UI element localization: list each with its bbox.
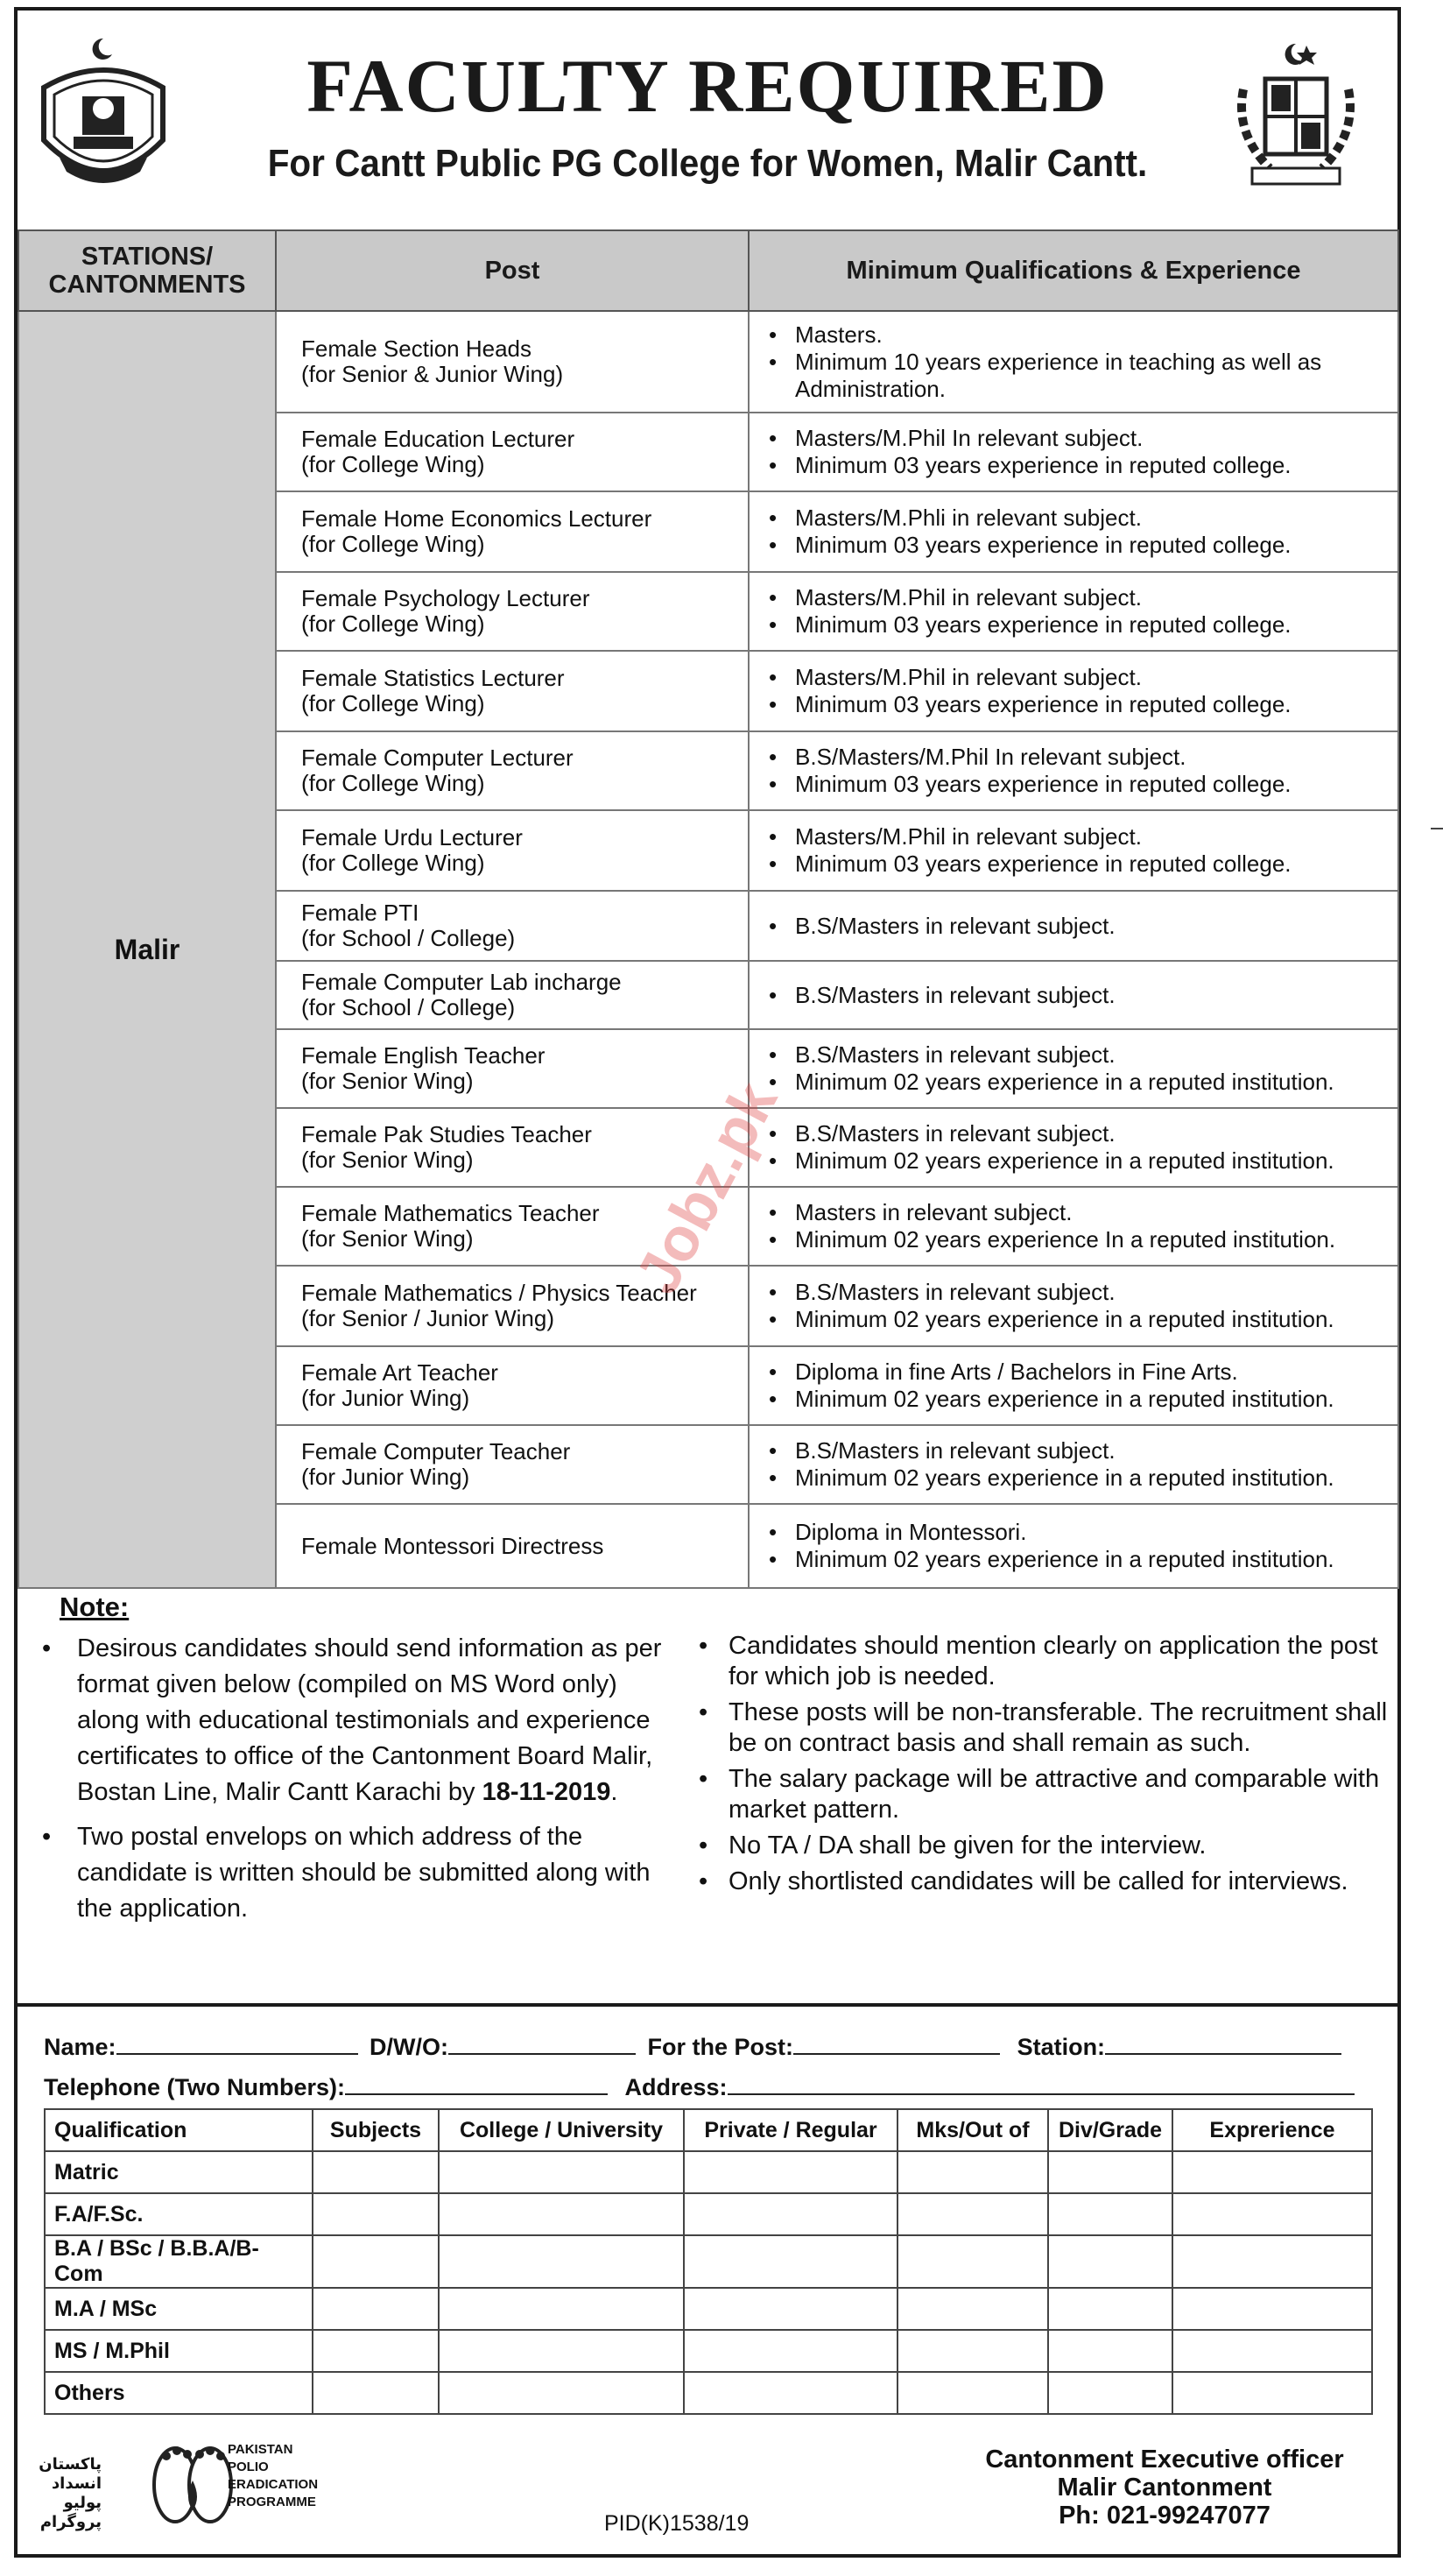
qualification-item: • Masters in relevant subject.	[769, 1199, 1397, 1226]
education-header-row	[45, 2109, 1372, 2151]
post-wing: (for College Wing)	[301, 770, 485, 796]
education-entry-cell[interactable]	[1172, 2151, 1372, 2193]
qualification-item: • B.S/Masters/M.Phil In relevant subject.	[769, 744, 1397, 771]
name-field[interactable]	[116, 2034, 358, 2055]
watermark: Jobz.pk	[622, 1070, 791, 1305]
post-title: Female Computer Lab incharge	[301, 969, 622, 995]
qualification-item: • Masters/M.Phil in relevant subject.	[769, 664, 1397, 691]
post-wing: (for School / College)	[301, 994, 516, 1020]
table-row	[18, 311, 1398, 413]
post-cell	[276, 810, 749, 891]
qualification-list	[769, 744, 1397, 798]
qualification-cell	[749, 1346, 1398, 1425]
education-entry-cell[interactable]	[313, 2151, 439, 2193]
post-cell	[276, 1425, 749, 1504]
qualification-item: • Minimum 03 years experience in reputed college.	[769, 850, 1397, 878]
education-entry-cell[interactable]	[1048, 2372, 1172, 2414]
education-entry-cell[interactable]	[1172, 2235, 1372, 2288]
education-entry-cell[interactable]	[313, 2235, 439, 2288]
post-cell	[276, 491, 749, 572]
qualification-list	[769, 321, 1397, 403]
education-entry-cell[interactable]	[897, 2193, 1048, 2235]
note-item: • Only shortlisted candidates will be called for interviews.	[692, 1867, 1392, 1897]
education-column-header: Div/Grade	[1048, 2109, 1172, 2151]
form-row-telephone	[44, 2074, 1355, 2101]
post-wing: (for Junior Wing)	[301, 1385, 470, 1411]
education-entry-cell[interactable]	[439, 2151, 684, 2193]
post-cell	[276, 1346, 749, 1425]
qualification-list	[769, 425, 1397, 479]
post-cell	[276, 1029, 749, 1108]
post-cell	[276, 731, 749, 810]
qualification-cell	[749, 1425, 1398, 1504]
station-cell: Malir	[18, 311, 276, 1588]
note-item: • Candidates should mention clearly on application the post for which job is needed.	[692, 1631, 1392, 1692]
qualification-item: • Minimum 02 years experience in a reputed institution.	[769, 1069, 1397, 1096]
education-entry-cell[interactable]	[439, 2330, 684, 2372]
education-entry-cell[interactable]	[313, 2330, 439, 2372]
education-table-body	[45, 2151, 1372, 2414]
note-item: • The salary package will be attractive and comparable with market pattern.	[692, 1764, 1392, 1825]
qualification-cell	[749, 1266, 1398, 1346]
qualification-item: • Masters/M.Phli in relevant subject.	[769, 505, 1397, 532]
education-entry-cell[interactable]	[313, 2193, 439, 2235]
post-title: Female Art Teacher	[301, 1359, 498, 1386]
qualification-item: • B.S/Masters in relevant subject.	[769, 1041, 1397, 1069]
station-field[interactable]	[1105, 2034, 1341, 2055]
qualification-item: • B.S/Masters in relevant subject.	[769, 1120, 1397, 1147]
faculty-table-body	[18, 311, 1398, 1588]
education-entry-cell[interactable]	[1048, 2193, 1172, 2235]
address-field[interactable]	[728, 2074, 1355, 2095]
post-cell	[276, 651, 749, 731]
name-label: Name:	[44, 2034, 116, 2060]
education-column-header: Subjects	[313, 2109, 439, 2151]
dwo-label: D/W/O:	[370, 2034, 449, 2060]
telephone-field[interactable]	[345, 2074, 608, 2095]
qualification-item: • Minimum 02 years experience in a reputed institution.	[769, 1306, 1397, 1333]
section-divider	[18, 2003, 1397, 2007]
post-wing: (for College Wing)	[301, 690, 485, 716]
education-entry-cell[interactable]	[897, 2235, 1048, 2288]
qualification-item: • Minimum 02 years experience in a reputed institution.	[769, 1386, 1397, 1413]
education-table	[44, 2108, 1373, 2415]
qualification-item: • Masters/M.Phil in relevant subject.	[769, 584, 1397, 611]
page-title: FACULTY REQUIRED	[306, 44, 1109, 128]
education-column-header: College / University	[439, 2109, 684, 2151]
post-title: Female Education Lecturer	[301, 426, 575, 452]
post-wing: (for College Wing)	[301, 850, 485, 876]
qualification-list	[769, 1041, 1397, 1096]
note-text: Desirous candidates should send information as per format given below (compiled on MS Word only) along with educational testimonials and experience certificates to office of the Cantonment Board Malir, Bostan Line, Malir Cantt Karachi by	[77, 1634, 662, 1806]
post-wing: (for School / College)	[301, 925, 516, 951]
qualification-item: • B.S/Masters in relevant subject.	[769, 1437, 1397, 1464]
qualification-list	[769, 505, 1397, 559]
post-cell	[276, 891, 749, 961]
education-entry-cell[interactable]	[897, 2288, 1048, 2330]
column-header-post: Post	[276, 230, 749, 311]
qualification-item: • Minimum 03 years experience in reputed college.	[769, 452, 1397, 479]
education-entry-cell[interactable]	[439, 2372, 684, 2414]
post-cell	[276, 413, 749, 491]
education-column-header: Private / Regular	[684, 2109, 897, 2151]
deadline-date: 18-11-2019	[482, 1778, 611, 1806]
post-wing: (for College Wing)	[301, 610, 485, 637]
post-title: Female Psychology Lecturer	[301, 585, 590, 611]
qualification-cell	[749, 311, 1398, 413]
post-title: Female Computer Teacher	[301, 1438, 571, 1464]
post-wing: (for College Wing)	[301, 451, 485, 477]
officer-office: Malir Cantonment	[1057, 2474, 1272, 2502]
education-entry-cell[interactable]	[1172, 2372, 1372, 2414]
post-title: Female Mathematics Teacher	[301, 1200, 600, 1226]
station-label: Station:	[1017, 2034, 1106, 2060]
post-title: Female PTI	[301, 900, 419, 926]
education-column-header: Exprerience	[1172, 2109, 1372, 2151]
post-title: Female Statistics Lecturer	[301, 665, 565, 691]
polio-line: ERADICATION	[228, 2477, 319, 2492]
polio-line: PAKISTAN	[228, 2442, 293, 2457]
pid-number: PID(K)1538/19	[604, 2511, 750, 2536]
education-entry-cell[interactable]	[439, 2235, 684, 2288]
qualification-cell	[749, 1029, 1398, 1108]
column-header-qualifications: Minimum Qualifications & Experience	[749, 230, 1398, 311]
state-emblem-icon	[1217, 37, 1375, 194]
post-cell	[276, 572, 749, 651]
qualification-list	[769, 1120, 1397, 1175]
qualification-item: • Minimum 02 years experience in a reputed institution.	[769, 1464, 1397, 1492]
urdu-line: پولیو	[63, 2494, 102, 2511]
education-row	[45, 2372, 1372, 2414]
qualification-list	[769, 913, 1397, 940]
qualification-list	[769, 584, 1397, 639]
dwo-field[interactable]	[448, 2034, 636, 2055]
qualification-list	[769, 1437, 1397, 1492]
qualification-list	[769, 1359, 1397, 1413]
faculty-table	[18, 229, 1399, 1589]
advertisement-frame	[14, 7, 1401, 2558]
qualification-list	[769, 823, 1397, 878]
qualification-item: • Minimum 02 years experience In a reputed institution.	[769, 1226, 1397, 1253]
post-cell	[276, 311, 749, 413]
notes-left-column	[35, 1631, 665, 1936]
post-wing: (for Senior / Junior Wing)	[301, 1305, 554, 1331]
education-entry-cell[interactable]	[1172, 2193, 1372, 2235]
address-label: Address:	[624, 2074, 728, 2100]
qualification-item: • Minimum 03 years experience in reputed college.	[769, 532, 1397, 559]
education-entry-cell[interactable]	[684, 2151, 897, 2193]
officer-title: Cantonment Executive officer	[985, 2445, 1344, 2474]
qualification-item: • Minimum 03 years experience in reputed college.	[769, 771, 1397, 798]
qualification-level: Others	[45, 2372, 313, 2414]
note-item: • No TA / DA shall be given for the interview.	[692, 1831, 1392, 1861]
urdu-line: پاکستان	[39, 2455, 102, 2473]
note-item: • These posts will be non-transferable. The recruitment shall be on contract basis and shall remain as such.	[692, 1697, 1392, 1759]
qualification-list	[769, 1279, 1397, 1333]
education-entry-cell[interactable]	[439, 2193, 684, 2235]
post-title: Female Montessori Directress	[301, 1532, 604, 1559]
header	[18, 11, 1397, 229]
post-cell	[276, 961, 749, 1029]
qualification-list	[769, 982, 1397, 1009]
post-field[interactable]	[793, 2034, 1000, 2055]
qualification-cell	[749, 572, 1398, 651]
qualification-item: • B.S/Masters in relevant subject.	[769, 1279, 1397, 1306]
education-entry-cell[interactable]	[1048, 2330, 1172, 2372]
post-wing: (for Senior Wing)	[301, 1068, 474, 1094]
officer-phone: Ph: 021-99247077	[1059, 2502, 1271, 2530]
polio-programme-text	[228, 2441, 318, 2511]
qualification-cell	[749, 1504, 1398, 1588]
qualification-item: • B.S/Masters in relevant subject.	[769, 913, 1397, 940]
education-column-header: Mks/Out of	[897, 2109, 1048, 2151]
note-title: Note:	[60, 1591, 130, 1622]
post-title: Female English Teacher	[301, 1042, 546, 1069]
qualification-item: • Masters/M.Phil In relevant subject.	[769, 425, 1397, 452]
qualification-item: • Minimum 10 years experience in teaching as well as Administration.	[769, 349, 1397, 403]
polio-urdu-text	[30, 2454, 102, 2531]
polio-line: POLIO	[228, 2460, 269, 2474]
note-punctuation: .	[610, 1778, 618, 1806]
qualification-level: Matric	[45, 2151, 313, 2193]
qualification-item: • Diploma in fine Arts / Bachelors in Fine Arts.	[769, 1359, 1397, 1386]
qualification-list	[769, 664, 1397, 718]
qualification-item: • Diploma in Montessori.	[769, 1519, 1397, 1546]
qualification-cell	[749, 961, 1398, 1029]
qualification-item: • B.S/Masters in relevant subject.	[769, 982, 1397, 1009]
post-title: Female Mathematics / Physics Teacher	[301, 1280, 697, 1306]
education-entry-cell[interactable]	[684, 2235, 897, 2288]
post-wing: (for Senior Wing)	[301, 1225, 474, 1252]
post-title: Female Section Heads	[301, 335, 532, 362]
qualification-item: • Minimum 03 years experience in reputed college.	[769, 611, 1397, 639]
telephone-label: Telephone (Two Numbers):	[44, 2074, 345, 2100]
qualification-cell	[749, 810, 1398, 891]
education-row	[45, 2288, 1372, 2330]
notes-right-column	[692, 1631, 1392, 1902]
education-row	[45, 2151, 1372, 2193]
note-item	[35, 1631, 665, 1810]
education-entry-cell[interactable]	[897, 2151, 1048, 2193]
qualification-level: F.A/F.Sc.	[45, 2193, 313, 2235]
education-entry-cell[interactable]	[1048, 2151, 1172, 2193]
post-cell	[276, 1504, 749, 1588]
qualification-list	[769, 1519, 1397, 1573]
issuing-officer	[963, 2445, 1366, 2530]
qualification-item: • Masters.	[769, 321, 1397, 349]
urdu-line: پروگرام	[39, 2513, 102, 2530]
qualification-cell	[749, 413, 1398, 491]
post-title: Female Computer Lecturer	[301, 745, 574, 771]
qualification-level: MS / M.Phil	[45, 2330, 313, 2372]
education-column-header: Qualification	[45, 2109, 313, 2151]
education-entry-cell[interactable]	[1172, 2288, 1372, 2330]
education-entry-cell[interactable]	[684, 2193, 897, 2235]
qualification-item: • Masters/M.Phil in relevant subject.	[769, 823, 1397, 850]
column-header-station: STATIONS/ CANTONMENTS	[18, 230, 276, 311]
post-title: Female Pak Studies Teacher	[301, 1121, 592, 1147]
education-row	[45, 2235, 1372, 2288]
education-entry-cell[interactable]	[897, 2330, 1048, 2372]
qualification-cell	[749, 1108, 1398, 1187]
education-entry-cell[interactable]	[1048, 2235, 1172, 2288]
education-entry-cell[interactable]	[313, 2372, 439, 2414]
qualification-list	[769, 1199, 1397, 1253]
education-entry-cell[interactable]	[1172, 2330, 1372, 2372]
post-wing: (for Senior & Junior Wing)	[301, 361, 564, 387]
note-item: • Two postal envelops on which address of the candidate is written should be submitted along with the application.	[35, 1819, 665, 1927]
education-entry-cell[interactable]	[439, 2288, 684, 2330]
education-row	[45, 2193, 1372, 2235]
qualification-item: • Minimum 03 years experience in reputed college.	[769, 691, 1397, 718]
education-entry-cell[interactable]	[897, 2372, 1048, 2414]
qualification-cell	[749, 731, 1398, 810]
qualification-cell	[749, 651, 1398, 731]
qualification-cell	[749, 491, 1398, 572]
qualification-level: M.A / MSc	[45, 2288, 313, 2330]
qualification-cell	[749, 891, 1398, 961]
education-entry-cell[interactable]	[1048, 2288, 1172, 2330]
qualification-item: • Minimum 02 years experience in a reputed institution.	[769, 1147, 1397, 1175]
education-row	[45, 2330, 1372, 2372]
post-wing: (for Senior Wing)	[301, 1147, 474, 1173]
qualification-cell	[749, 1187, 1398, 1266]
post-title: Female Home Economics Lecturer	[301, 505, 652, 532]
education-entry-cell[interactable]	[313, 2288, 439, 2330]
post-label: For the Post:	[647, 2034, 794, 2060]
post-wing: (for Junior Wing)	[301, 1464, 470, 1490]
qualification-level: B.A / BSc / B.B.A/B-Com	[45, 2235, 313, 2288]
table-header-row	[18, 230, 1398, 311]
qualification-item: • Minimum 02 years experience in a reputed institution.	[769, 1546, 1397, 1573]
education-entry-cell[interactable]	[684, 2372, 897, 2414]
education-entry-cell[interactable]	[684, 2288, 897, 2330]
post-wing: (for College Wing)	[301, 531, 485, 557]
urdu-line: انسداد	[51, 2474, 102, 2492]
form-row-name	[44, 2034, 1341, 2061]
post-title: Female Urdu Lecturer	[301, 824, 523, 850]
education-entry-cell[interactable]	[684, 2330, 897, 2372]
page-subtitle: For Cantt Public PG College for Women, Malir Cantt.	[267, 142, 1148, 185]
edge-mark	[1431, 828, 1443, 829]
polio-line: PROGRAMME	[228, 2495, 316, 2509]
